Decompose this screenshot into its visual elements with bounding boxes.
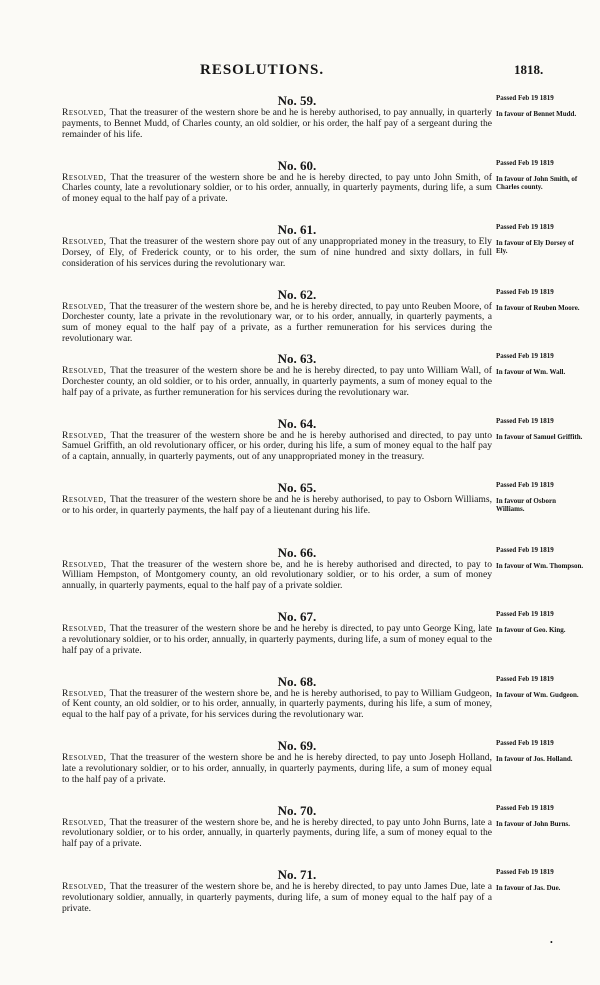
resolution-number: No. 67. — [277, 609, 317, 624]
in-favour-of: In favour of Bennet Mudd. — [496, 110, 577, 118]
margin-note — [496, 159, 586, 224]
resolution-number: No. 60. — [277, 157, 317, 173]
passed-date: Passed Feb 19 1819 — [496, 416, 554, 425]
in-favour-of: In favour of Reuben Moore. — [496, 303, 580, 312]
resolved-label: Resolved, — [62, 430, 111, 441]
resolution-body: That the treasurer of the western shore be and he is hereby authorised, to pay to Osborn Williams, or to his order, in quarterly payments, the half pay of a lieutenant during his life. — [62, 495, 492, 516]
resolved-label: Resolved, — [62, 624, 110, 634]
resolution-text — [62, 689, 492, 737]
margin-note — [496, 675, 586, 740]
in-favour-of: In favour of Wm. Thompson. — [496, 561, 584, 570]
page-mark: • — [550, 938, 553, 947]
resolved-label: Resolved, — [62, 366, 111, 376]
margin-note — [496, 546, 586, 611]
resolution-number: No. 66. — [277, 544, 317, 560]
in-favour-of: In favour of Jos. Holland. — [496, 755, 573, 763]
resolution-body: That the treasurer of the western shore be and he is hereby authorised, to pay annually, in quarterly payments, to Bennet Mudd, of Charles county, an old soldier, or his order, the half pay of a sergeant during the remainder of his life. — [62, 108, 492, 140]
margin-note — [496, 868, 586, 933]
in-favour-of: In favour of Geo. King. — [496, 626, 566, 634]
resolved-label: Resolved, — [62, 172, 111, 183]
resolution-text — [62, 302, 492, 350]
resolution-text — [62, 624, 492, 672]
resolution-text — [62, 560, 492, 608]
passed-date: Passed Feb 19 1819 — [496, 803, 554, 812]
resolution-number: No. 70. — [277, 802, 317, 818]
resolution-body: That the treasurer of the western shore pay out of any unappropriated money in the treasury, to Ely Dorsey, of Ely, of Frederick county, or to his order, the sum of nine hundred and sixty dollars, in full consideration of his services during the revolutionary war. — [62, 237, 492, 269]
resolution-text — [62, 108, 492, 156]
passed-date: Passed Feb 19 1819 — [496, 610, 554, 618]
resolution-body: That the treasurer of the western shore be and he is hereby authorised and directed, to pay unto Samuel Griffith, an old revolutionary officer, or his order, during his life, a sum of money equal to the half pay of a captain, annually, in quarterly payments, out of any unappropriated money in the treasury. — [62, 430, 492, 463]
passed-date: Passed Feb 19 1819 — [496, 223, 554, 231]
passed-date: Passed Feb 19 1819 — [496, 158, 554, 167]
resolved-label: Resolved, — [62, 688, 110, 699]
resolved-label: Resolved, — [62, 882, 110, 892]
resolution-body: That the treasurer of the western shore be and he is hereby directed, to pay unto Joseph Holland, late a revolutionary soldier, or to his order, annually, in quarterly payments, during life, a sum of money equal to the half pay of a private. — [62, 753, 492, 785]
resolution-entry — [62, 223, 492, 288]
resolution-text — [62, 753, 492, 801]
in-favour-of: In favour of Wm. Wall. — [496, 368, 566, 376]
resolved-label: Resolved, — [62, 237, 110, 247]
in-favour-of: In favour of Wm. Gudgeon. — [496, 690, 579, 699]
resolution-entry — [62, 868, 492, 933]
resolution-number: No. 71. — [277, 867, 317, 882]
margin-note — [496, 352, 586, 417]
margin-note — [496, 417, 586, 482]
margin-notes-column — [496, 94, 586, 933]
resolution-entry — [62, 288, 492, 353]
resolution-entry — [62, 159, 492, 224]
resolution-text — [62, 818, 492, 866]
resolution-body: That the treasurer of the western shore be, and he is hereby directed, to pay unto James Due, late a revolutionary soldier, annually, in quarterly payments, during life, a sum of money equal to the half pay of a private. — [62, 882, 492, 914]
passed-date: Passed Feb 19 1819 — [496, 674, 554, 683]
margin-note — [496, 804, 586, 869]
resolution-body: That the treasurer of the western shore be, and he is hereby authorised and directed, to pay to William Hempston, of Montgomery county, an old revolutionary soldier, or to his order, a sum of money annually, in quarterly payments, equal to the half pay of a private soldier. — [62, 559, 492, 592]
resolution-body: That the treasurer of the western shore be and he is hereby directed, to pay unto John Smith, of Charles county, late a revolutionary soldier, or to his order, annually, in quarterly payments, during life, a sum of money equal to the half pay of a private. — [62, 172, 492, 205]
resolved-label: Resolved, — [62, 108, 110, 118]
resolution-entry — [62, 804, 492, 869]
passed-date: Passed Feb 19 1819 — [496, 352, 554, 360]
resolution-number: No. 63. — [277, 351, 317, 366]
passed-date: Passed Feb 19 1819 — [496, 545, 554, 554]
resolution-body: That the treasurer of the western shore be, and he is hereby authorised, to pay to William Gudgeon, of Kent county, an old soldier, or to his order, annually, in quarterly payments, during his life, a sum of money, equal to the half pay of a private, for his services during the revolutionary war. — [62, 688, 492, 721]
in-favour-of: In favour of Jas. Due. — [496, 884, 561, 892]
resolved-label: Resolved, — [62, 495, 110, 505]
resolution-text — [62, 882, 492, 930]
passed-date: Passed Feb 19 1819 — [496, 481, 554, 489]
in-favour-of: In favour of John Burns. — [496, 819, 570, 828]
resolution-number: No. 59. — [277, 93, 317, 108]
resolution-number: No. 64. — [277, 415, 317, 431]
resolution-entry — [62, 94, 492, 159]
resolution-body: That the treasurer of the western shore be, and he is hereby directed, to pay unto Reuben Moore, of Dorchester county, late a private in the revolutionary war, or to his order, annually, in quarterly payments, a sum of money equal to the half pay of a private, as a further remuneration for his services during the revolutionary war. — [62, 301, 492, 344]
resolution-number: No. 68. — [277, 673, 317, 689]
resolved-label: Resolved, — [62, 559, 111, 570]
in-favour-of: In favour of Osborn Williams. — [496, 497, 556, 513]
resolution-number: No. 61. — [277, 222, 317, 237]
in-favour-of: In favour of John Smith, of Charles county. — [496, 174, 578, 191]
resolution-text — [62, 237, 492, 285]
resolution-text — [62, 495, 492, 543]
resolution-entry — [62, 546, 492, 611]
resolution-entry — [62, 481, 492, 546]
resolution-entry — [62, 739, 492, 804]
passed-date: Passed Feb 19 1819 — [496, 94, 554, 102]
page-header — [0, 62, 600, 84]
resolution-number: No. 62. — [277, 286, 317, 302]
resolution-body: That the treasurer of the western shore be and he is hereby directed, to pay unto William Wall, of Dorchester county, an old soldier, or to his order, annually, in quarterly payments, a sum of money equal to the half pay of a private, as further remuneration for his services during the revolutionary war. — [62, 366, 492, 398]
resolution-body: That the treasurer of the western shore be and he hereby is directed, to pay unto George King, late a revolutionary soldier, or to his order, annually, in quarterly payments, during life, a sum of money equal to the half pay of a private. — [62, 624, 492, 656]
page-year: 1818. — [514, 62, 544, 77]
margin-note — [496, 288, 586, 353]
resolution-body: That the treasurer of the western shore be, and he is hereby directed, to pay unto John Burns, late a revolutionary soldier, or to his order, annually, in quarterly payments, during life, a sum of money equal to the half pay of a private. — [62, 817, 492, 850]
in-favour-of: In favour of Samuel Griffith. — [496, 432, 583, 441]
margin-note — [496, 610, 586, 675]
resolution-entry — [62, 610, 492, 675]
resolution-number: No. 69. — [277, 738, 317, 753]
resolution-text — [62, 431, 492, 479]
resolution-entry — [62, 352, 492, 417]
passed-date: Passed Feb 19 1819 — [496, 287, 554, 296]
passed-date: Passed Feb 19 1819 — [496, 868, 554, 876]
margin-note — [496, 94, 586, 159]
resolution-number: No. 65. — [277, 480, 317, 495]
resolved-label: Resolved, — [62, 301, 110, 312]
resolution-text — [62, 366, 492, 414]
resolution-text — [62, 173, 492, 221]
margin-note — [496, 739, 586, 804]
page-title: RESOLUTIONS. — [200, 62, 325, 78]
in-favour-of: In favour of Ely Dorsey of Ely. — [496, 239, 574, 255]
resolution-entry — [62, 417, 492, 482]
margin-note — [496, 223, 586, 288]
resolutions-column — [62, 94, 492, 933]
margin-note — [496, 481, 586, 546]
passed-date: Passed Feb 19 1819 — [496, 739, 554, 747]
resolved-label: Resolved, — [62, 753, 111, 763]
resolved-label: Resolved, — [62, 817, 110, 828]
resolution-entry — [62, 675, 492, 740]
